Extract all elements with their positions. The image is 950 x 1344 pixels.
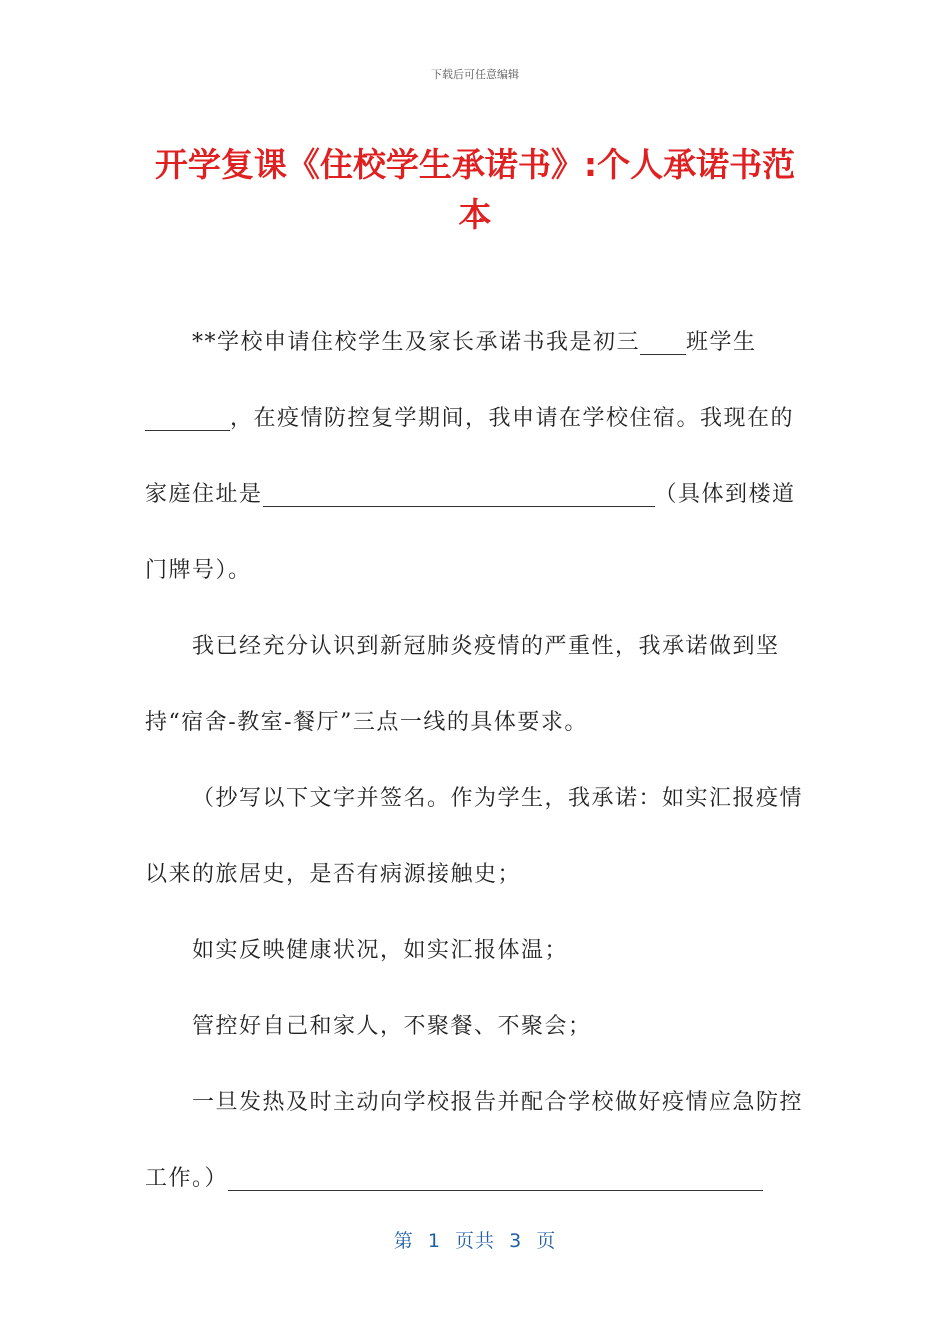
signature-blank	[228, 1168, 763, 1191]
paragraph-4: 如实反映健康状况，如实汇报体温；	[192, 938, 569, 963]
paragraph-1-part-b: 班学生	[686, 330, 757, 355]
paragraph-6	[145, 1065, 805, 1217]
class-blank	[640, 332, 686, 355]
paragraph-1-part-d: （具体到楼道门牌号）。	[145, 482, 796, 583]
document-body	[145, 305, 805, 1217]
paragraph-1-part-a: **学校申请住校学生及家长承诺书我是初三	[192, 330, 641, 355]
paragraph-6-text: 一旦发热及时主动向学校报告并配合学校做好疫情应急防控工作。）	[145, 1090, 804, 1191]
paragraph-2: 我已经充分认识到新冠肺炎疫情的严重性，我承诺做到坚持“宿舍-教室-餐厅”三点一线的具体要求。	[145, 634, 780, 735]
name-blank	[145, 408, 230, 431]
paragraph-3: （抄写以下文字并签名。作为学生，我承诺：如实汇报疫情以来的旅居史，是否有病源接触史；	[145, 786, 804, 887]
paragraph-5: 管控好自己和家人，不聚餐、不聚会；	[192, 1014, 592, 1039]
paragraph-1-part-c: ，在疫情防控复学期间，我申请在学校住宿。我现在的家庭住址是	[145, 406, 795, 507]
paragraph-1	[145, 305, 805, 609]
document-title: 开学复课《住校学生承诺书》:个人承诺书范本	[154, 145, 796, 234]
address-blank	[263, 484, 655, 507]
page-number: 第 1 页共 3 页	[393, 1230, 557, 1252]
header-note: 下载后可任意编辑	[431, 68, 519, 81]
